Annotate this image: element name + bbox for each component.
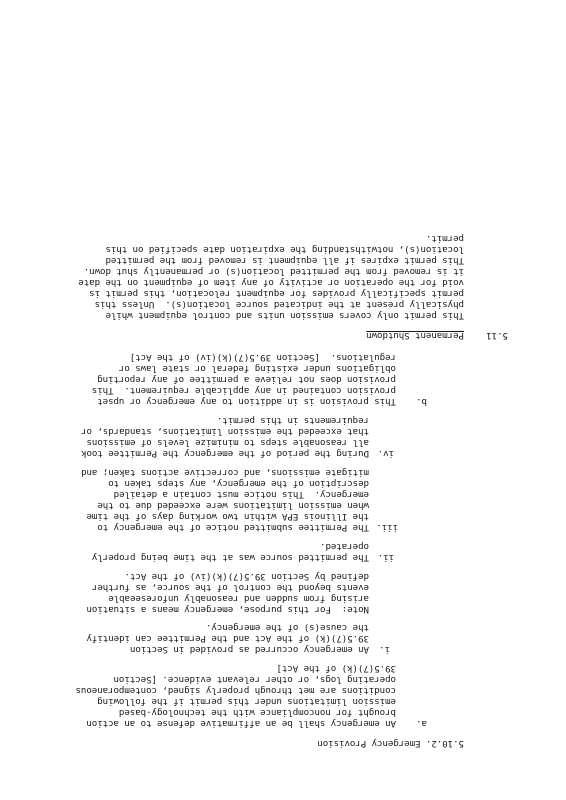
item-iii-line: the Illinois EPA within two working days of the time bbox=[86, 511, 369, 522]
item-iv-marker: iv. bbox=[377, 448, 394, 459]
item-b-line: provision does not relieve a permittee of any reporting bbox=[97, 374, 396, 385]
item-b-marker: b. bbox=[416, 396, 427, 407]
item-iii-line: description of the emergency, any steps taken to bbox=[108, 478, 369, 489]
item-i-line: An emergency occurred as provided in Section bbox=[130, 644, 369, 655]
item-i-note-line: Note: For this purpose, emergency means a situation bbox=[86, 604, 369, 615]
item-iii-line: emergency. This notice must contain a detailed bbox=[113, 489, 369, 500]
item-a-line: conditions are met through properly signed, contemporaneous bbox=[75, 685, 396, 696]
item-ii-marker: ii. bbox=[377, 552, 394, 563]
shutdown-paragraph-line: it is removed from the permitted location(s) or permanently shut down. bbox=[83, 266, 464, 277]
item-i-note-line: defined by Section 39.5(7)(k)(iv) of the Act. bbox=[124, 571, 369, 582]
item-b-line: This provision is in addition to any emergency or upset bbox=[97, 396, 396, 407]
item-iv-line: all reasonable steps to minimize levels of emissions bbox=[86, 437, 369, 448]
item-iv-line: During the period of the emergency the Permittee took bbox=[81, 448, 369, 459]
item-a-line: 39.5(7)(k) of the Act] bbox=[276, 663, 396, 674]
item-a-line: emission limitations under this permit if the following bbox=[97, 696, 396, 707]
item-i-line: the cause(s) of the emergency. bbox=[206, 622, 369, 633]
item-i-marker: i. bbox=[379, 644, 390, 655]
shutdown-paragraph-line: This permit expires if all equipment is removed from the permitted bbox=[105, 255, 464, 266]
item-iii-line: The Permittee submitted notice of the emergency to bbox=[97, 522, 369, 533]
item-ii-line: operated. bbox=[320, 541, 369, 552]
item-ii-line: The permitted source was at the time being properly bbox=[92, 552, 369, 563]
item-iii-line: mitigate emissions, and corrective actions taken; and bbox=[81, 467, 369, 478]
item-iii-marker: iii. bbox=[376, 522, 398, 533]
item-b-line: obligations under existing federal or state laws or bbox=[119, 363, 396, 374]
item-a-line: An emergency shall be an affirmative defense to an action bbox=[86, 718, 396, 729]
shutdown-paragraph-line: permit. bbox=[425, 233, 464, 244]
item-a-line: brought for noncompliance with the technology-based bbox=[119, 707, 396, 718]
section-number-5-11: 5.11 bbox=[486, 330, 508, 341]
item-b-line: regulations. [Section 39.5(7)(k)(iv) of the Act] bbox=[129, 352, 396, 363]
item-i-note-line: events beyond the control of the source, as further bbox=[92, 582, 369, 593]
shutdown-paragraph-line: This permit only covers emission units and control equipment while bbox=[105, 310, 464, 321]
shutdown-paragraph-line: void for the operation or activity of any item of equipment on the date bbox=[78, 277, 464, 288]
shutdown-paragraph-line: location(s), notwithstanding the expiration date specified on this bbox=[105, 244, 464, 255]
item-iii-line: when emission limitations were exceeded due to the bbox=[97, 500, 369, 511]
section-heading-emergency-provision: 5.10.2. Emergency Provision bbox=[317, 738, 464, 749]
shutdown-paragraph-line: physically present at the indicated source location(s). Unless this bbox=[94, 299, 464, 310]
item-a-marker: a. bbox=[416, 718, 427, 729]
item-b-line: provision contained in any applicable requirement. This bbox=[91, 385, 396, 396]
shutdown-paragraph-line: permit specifically provides for equipment relocation, this permit is bbox=[89, 288, 464, 299]
item-iv-line: that exceeded the emission limitations, standards, or bbox=[81, 426, 369, 437]
item-iv-line: requirements in this permit. bbox=[216, 415, 369, 426]
section-title-permanent-shutdown: Permanent Shutdown bbox=[366, 330, 464, 341]
item-i-note-line: arising from sudden and reasonably unforeseeable bbox=[108, 593, 369, 604]
item-a-line: operating logs, or other relevant evidence. [Section bbox=[113, 674, 396, 685]
item-i-line: 39.5(7)(k) of the Act and the Permittee can identify bbox=[86, 633, 369, 644]
